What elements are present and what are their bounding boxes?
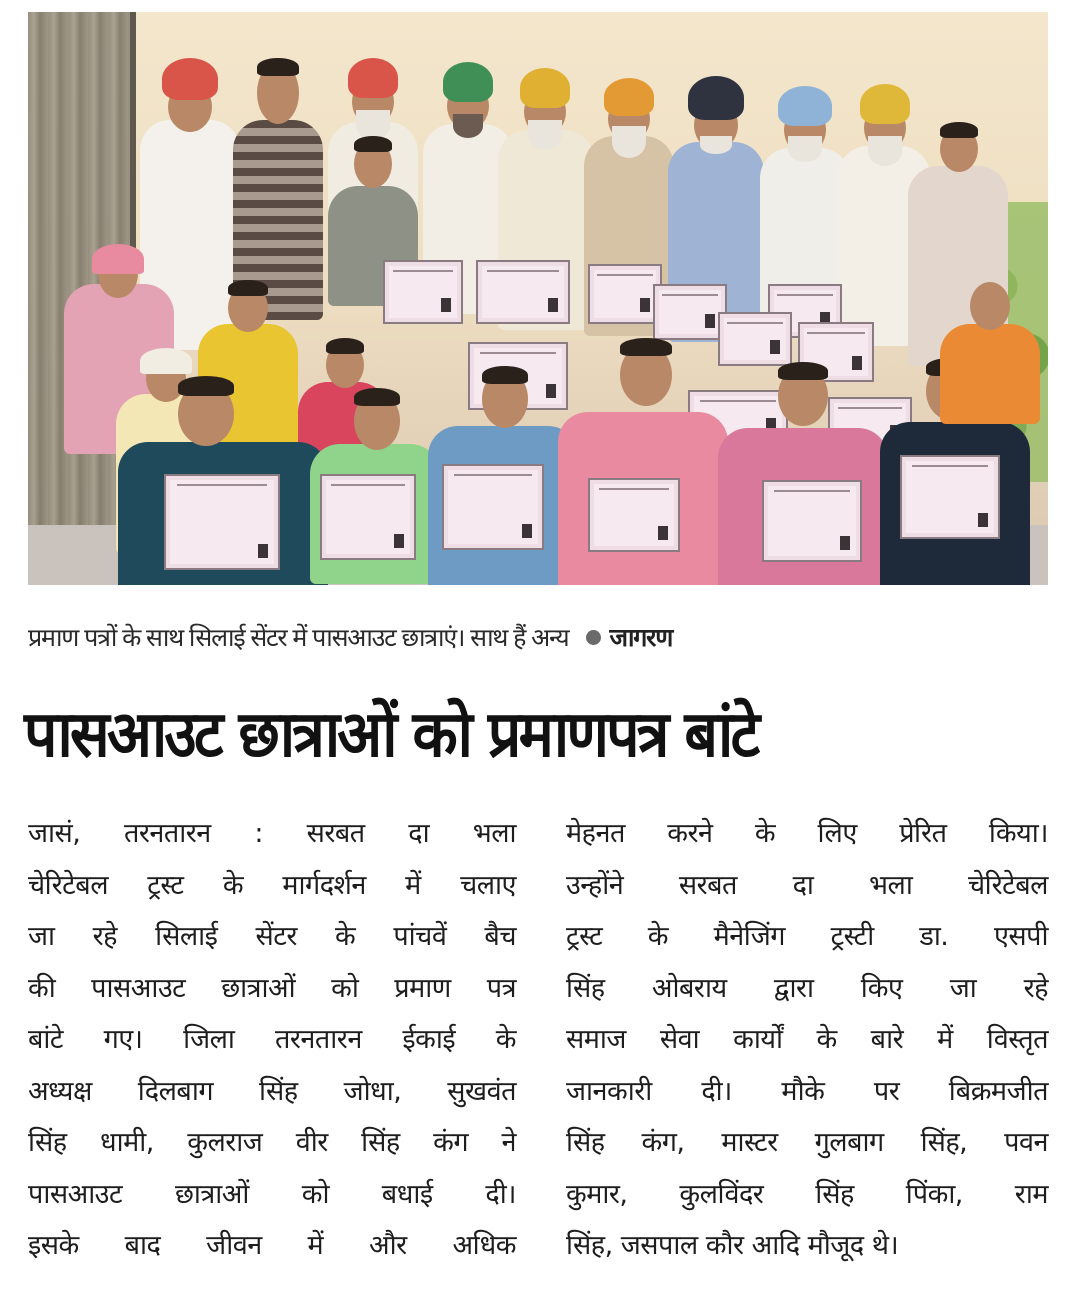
article-line: उन्होंने सरबत दा भला चेरिटेबल xyxy=(566,869,1048,901)
news-photo xyxy=(28,12,1048,585)
article-line: समाज सेवा कार्यों के बारे में विस्तृत xyxy=(566,1024,1048,1055)
certificate xyxy=(718,312,792,366)
certificate xyxy=(442,464,544,550)
article-line: बांटे गए। जिला तरनतारन ईकाई के xyxy=(28,1024,516,1055)
certificate xyxy=(900,455,1000,539)
article-line: की पासआउट छात्राओं को प्रमाण पत्र xyxy=(28,972,516,1004)
certificate xyxy=(383,260,463,324)
article-line: सिंह, जसपाल कौर आदि मौजूद थे। xyxy=(566,1230,899,1261)
certificate xyxy=(476,260,570,324)
article-line: कुमार, कुलविंदर सिंह पिंका, राम xyxy=(566,1178,1048,1210)
article-line: जानकारी दी। मौके पर बिक्रमजीत xyxy=(566,1075,1048,1107)
article-line: जा रहे सिलाई सेंटर के पांचवें बैच xyxy=(28,921,516,952)
article-line: अध्यक्ष दिलबाग सिंह जोधा, सुखवंत xyxy=(28,1075,516,1107)
certificate xyxy=(164,474,280,570)
article-line: पासआउट छात्राओं को बधाई दी। xyxy=(28,1178,516,1210)
article-left-column xyxy=(28,808,516,1272)
article-right-column xyxy=(566,808,1048,1272)
article-line: मेहनत करने के लिए प्रेरित किया। xyxy=(566,818,1048,849)
certificate xyxy=(588,478,680,552)
caption-text: प्रमाण पत्रों के साथ सिलाई सेंटर में पासआउट छात्राएं। साथ हैं अन्य xyxy=(28,623,569,652)
certificate xyxy=(588,264,662,324)
article-line: जासं, तरनतारन : सरबत दा भला xyxy=(28,818,516,849)
bullet-dot-icon xyxy=(586,630,601,645)
photo-caption xyxy=(28,617,672,657)
photo-credit: जागरण xyxy=(609,623,673,652)
article-line: चेरिटेबल ट्रस्ट के मार्गदर्शन में चलाए xyxy=(28,869,516,901)
headline: पासआउट छात्राओं को प्रमाणपत्र बांटे xyxy=(24,698,758,772)
certificate xyxy=(320,474,416,560)
article-line: ट्रस्ट के मैनेजिंग ट्रस्टी डा. एसपी xyxy=(566,921,1048,952)
article-line: सिंह ओबराय द्वारा किए जा रहे xyxy=(566,972,1048,1004)
article-line: इसके बाद जीवन में और अधिक xyxy=(28,1230,516,1261)
article-line: सिंह धामी, कुलराज वीर सिंह कंग ने xyxy=(28,1127,516,1158)
certificate xyxy=(762,480,862,562)
article-line: सिंह कंग, मास्टर गुलबाग सिंह, पवन xyxy=(566,1127,1048,1158)
certificate xyxy=(653,284,727,340)
